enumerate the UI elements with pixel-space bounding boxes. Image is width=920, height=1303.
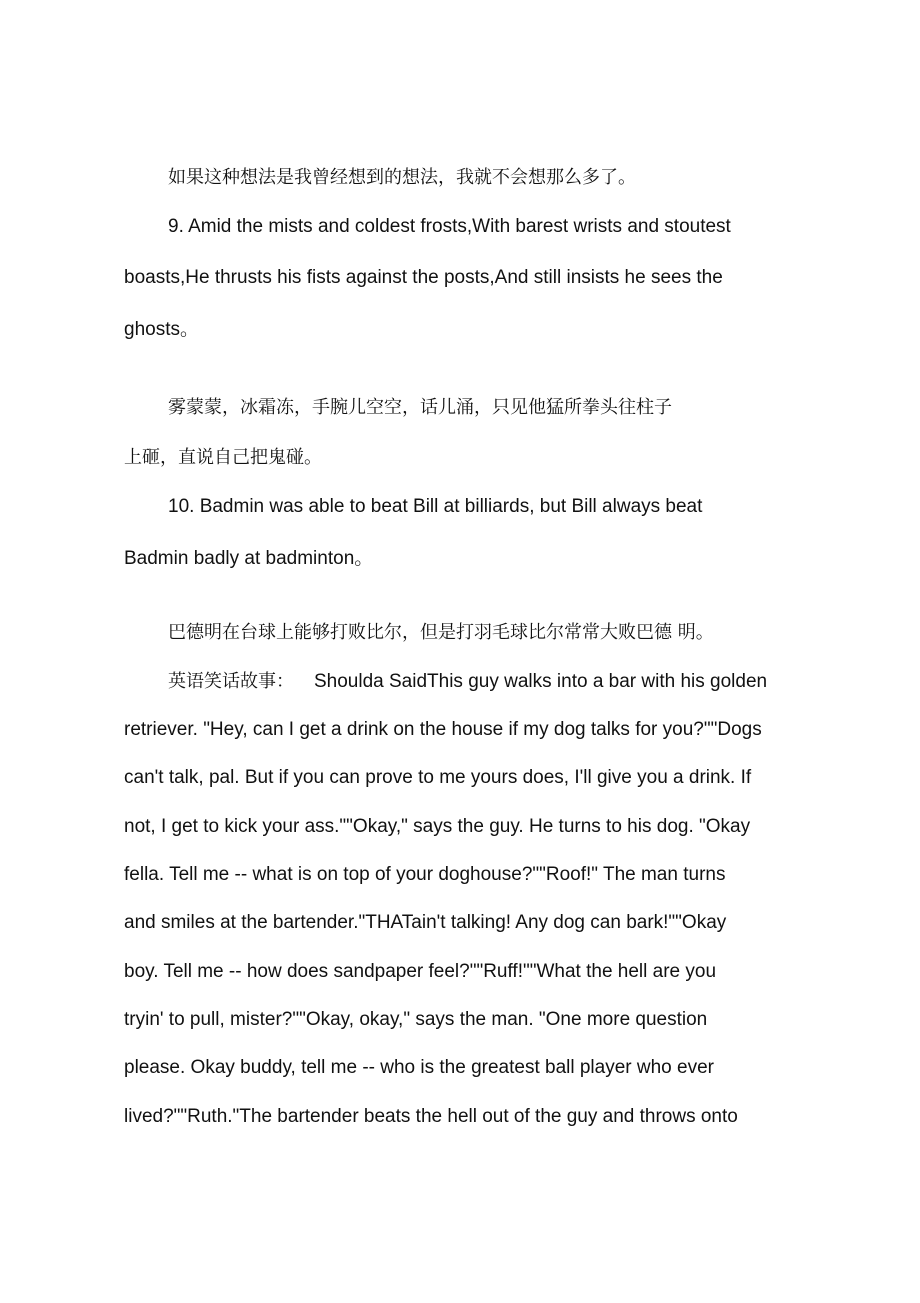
text-line-6: 上砸，直说自己把鬼碰。 xyxy=(124,447,322,468)
text-line-5: 雾蒙蒙，冰霜冻，手腕儿空空，话儿涌，只见他猛所拳头往柱子 xyxy=(168,397,672,418)
text-line-8: Badmin badly at badminton。 xyxy=(124,548,374,569)
text-line-9: 巴德明在台球上能够打败比尔，但是打羽毛球比尔常常大败巴德 明。 xyxy=(168,622,714,643)
text-line-1: 如果这种想法是我曾经想到的想法，我就不会想那么多了。 xyxy=(168,167,636,188)
joke-title-start: Shoulda SaidThis guy walks into a bar with his golden xyxy=(314,671,768,692)
text-line-7: 10. Badmin was able to beat Bill at billiards, but Bill always beat xyxy=(168,496,703,517)
text-line-17: tryin' to pull, mister?""Okay, okay," says the man. "One more question xyxy=(124,1009,708,1030)
text-line-3: boasts,He thrusts his fists against the posts,And still insists he sees the xyxy=(124,267,723,288)
text-line-18: please. Okay buddy, tell me -- who is the greatest ball player who ever xyxy=(124,1057,714,1078)
text-line-15: and smiles at the bartender."THATain't talking! Any dog can bark!""Okay xyxy=(124,912,727,933)
joke-heading: 英语笑话故事： xyxy=(168,671,294,692)
text-line-13: not, I get to kick your ass.""Okay," says the guy. He turns to his dog. "Okay xyxy=(124,816,751,837)
text-line-12: can't talk, pal. But if you can prove to me yours does, I'll give you a drink. If xyxy=(124,767,752,788)
text-line-16: boy. Tell me -- how does sandpaper feel?""Ruff!""What the hell are you xyxy=(124,961,717,982)
text-line-10 xyxy=(168,670,767,694)
text-line-11: retriever. "Hey, can I get a drink on the house if my dog talks for you?""Dogs xyxy=(124,719,762,740)
text-line-4: ghosts。 xyxy=(124,319,199,340)
text-line-2: 9. Amid the mists and coldest frosts,With barest wrists and stoutest xyxy=(168,216,731,237)
text-line-14: fella. Tell me -- what is on top of your doghouse?""Roof!" The man turns xyxy=(124,864,726,885)
text-line-19: lived?""Ruth."The bartender beats the hell out of the guy and throws onto xyxy=(124,1106,738,1127)
